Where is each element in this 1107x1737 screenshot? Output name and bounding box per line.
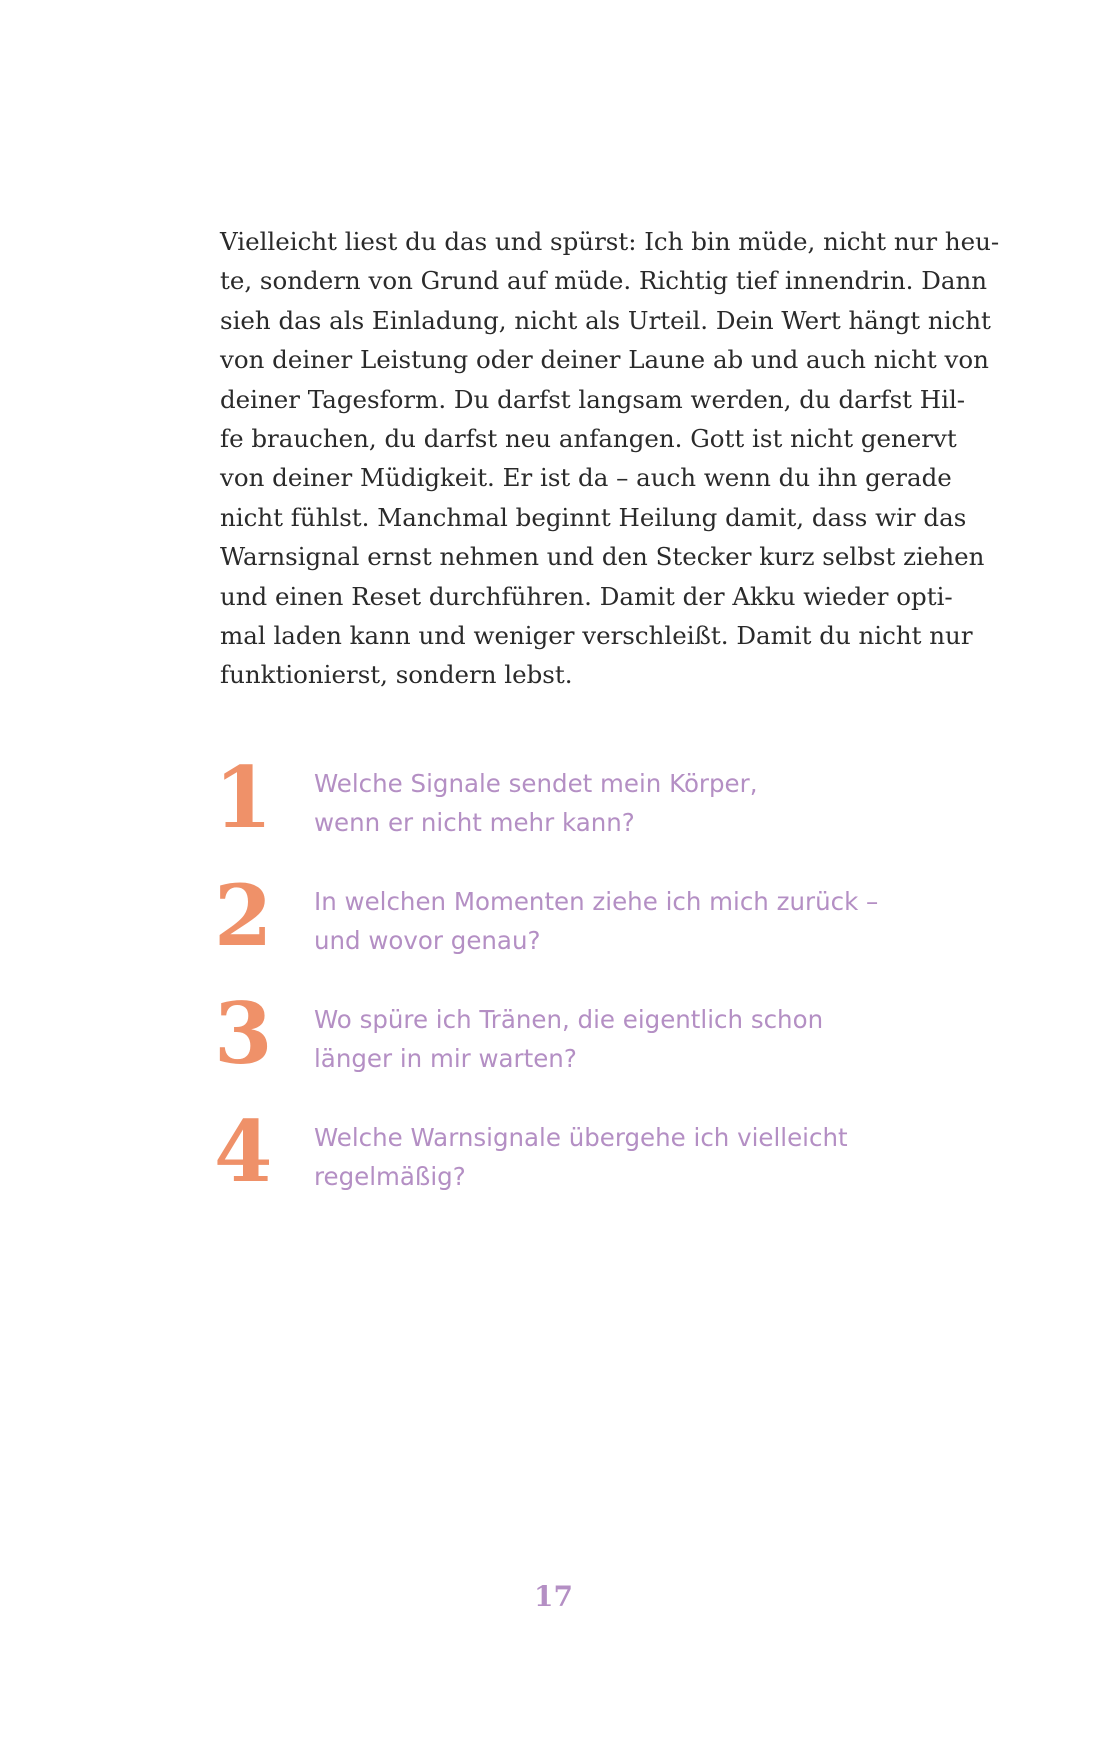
question-item-4 [214, 1102, 934, 1236]
body-line: Warnsignal ernst nehmen und den Stecker kurz selbst ziehen [220, 542, 985, 572]
question-item-1 [214, 748, 934, 882]
question-line: länger in mir warten? [314, 1044, 577, 1073]
body-line: sieh das als Einladung, nicht als Urteil. Dein Wert hängt nicht [220, 305, 991, 335]
question-text [314, 764, 914, 842]
body-line: nicht fühlst. Manchmal beginnt Heilung damit, dass wir das [220, 502, 967, 532]
question-number: 4 [214, 1102, 273, 1201]
question-line: Welche Signale sendet mein Körper, [314, 769, 758, 798]
body-line: Vielleicht liest du das und spürst: Ich bin müde, nicht nur heu- [220, 227, 1000, 256]
question-line: regelmäßig? [314, 1162, 466, 1191]
question-text [314, 1000, 914, 1078]
question-number: 3 [214, 984, 273, 1083]
question-item-2 [214, 866, 934, 1000]
page-number: 17 [534, 1580, 573, 1613]
body-line: von deiner Müdigkeit. Er ist da – auch wenn du ihn gerade [220, 463, 952, 493]
question-line: wenn er nicht mehr kann? [314, 808, 635, 837]
question-line: und wovor genau? [314, 926, 541, 955]
question-line: Wo spüre ich Tränen, die eigentlich schon [314, 1005, 824, 1034]
body-line: te, sondern von Grund auf müde. Richtig tief innendrin. Dann [220, 266, 988, 296]
body-line: und einen Reset durchführen. Damit der Akku wieder opti- [220, 581, 953, 611]
question-number: 2 [214, 866, 273, 965]
question-line: In welchen Momenten ziehe ich mich zurück – [314, 887, 879, 916]
body-paragraph [220, 222, 1000, 695]
question-text [314, 882, 914, 960]
body-line: mal laden kann und weniger verschleißt. Damit du nicht nur [220, 621, 973, 651]
body-line: deiner Tagesform. Du darfst langsam werden, du darfst Hil- [220, 384, 966, 414]
body-line: fe brauchen, du darfst neu anfangen. Gott ist nicht genervt [220, 424, 957, 454]
question-item-3 [214, 984, 934, 1118]
question-number: 1 [214, 748, 273, 847]
question-line: Welche Warnsignale übergehe ich vielleicht [314, 1123, 848, 1152]
body-line: funktionierst, sondern lebst. [220, 660, 573, 690]
reflection-questions [214, 748, 934, 1236]
body-line: von deiner Leistung oder deiner Laune ab und auch nicht von [220, 345, 989, 375]
question-text [314, 1118, 914, 1196]
